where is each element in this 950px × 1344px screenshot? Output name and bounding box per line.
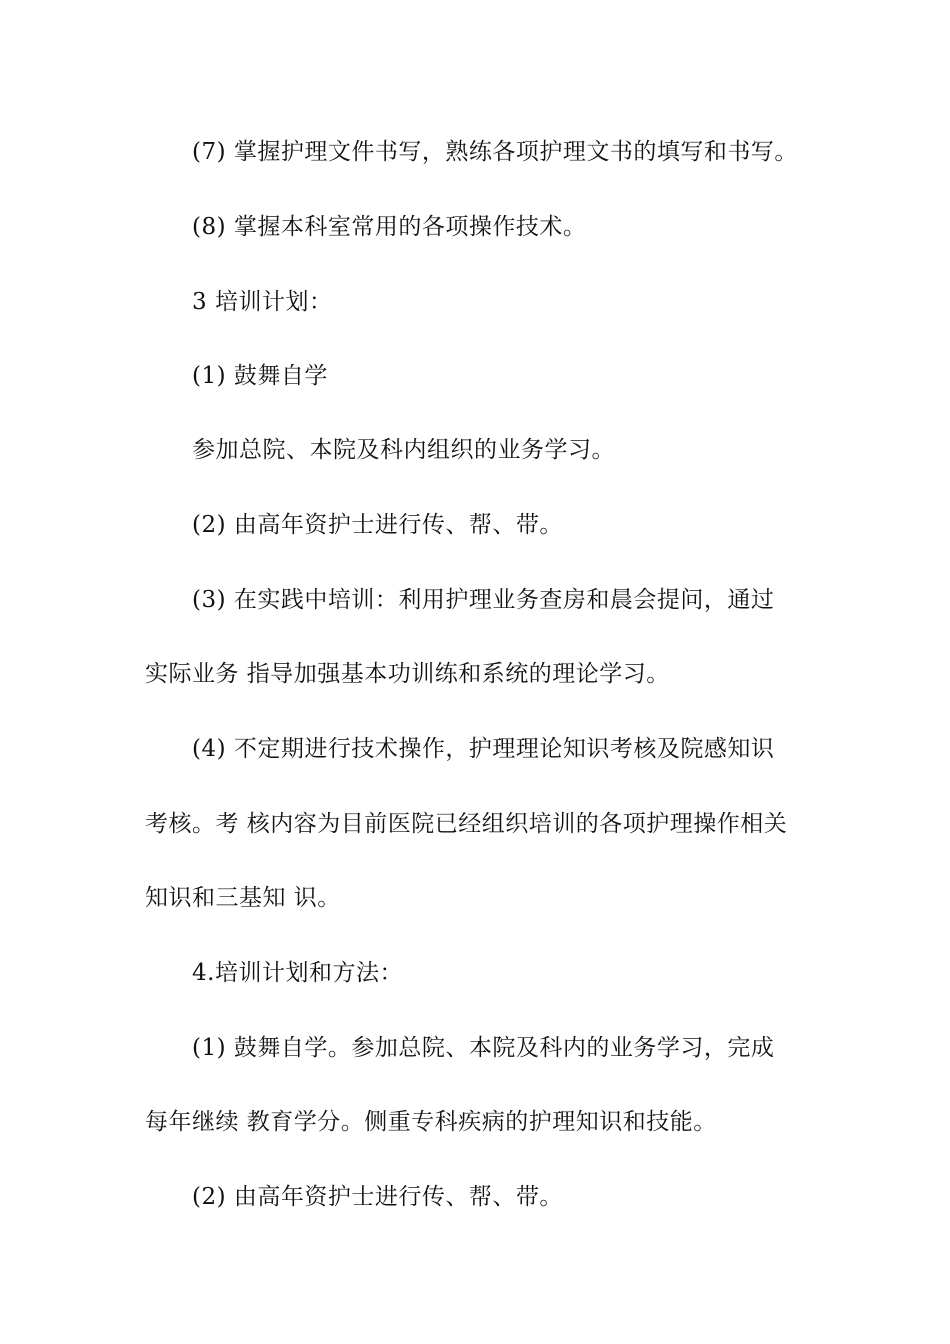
paragraph-line: 实际业务 指导加强基本功训练和系统的理论学习。 (145, 661, 670, 687)
section-heading: 4.培训计划和方法： (192, 960, 403, 986)
paragraph-line: (2) 由高年资护士进行传、帮、带。 (192, 512, 563, 538)
paragraph-line: 知识和三基知 识。 (145, 885, 341, 911)
paragraph-line: (2) 由高年资护士进行传、帮、带。 (192, 1184, 563, 1210)
paragraph-line: (8) 掌握本科室常用的各项操作技术。 (192, 214, 587, 240)
paragraph-line: (4) 不定期进行技术操作，护理理论知识考核及院感知识 (192, 736, 775, 762)
paragraph-line: 参加总院、本院及科内组织的业务学习。 (192, 437, 615, 463)
section-heading: 3 培训计划： (192, 289, 333, 315)
paragraph-line: (1) 鼓舞自学。参加总院、本院及科内的业务学习，完成 (192, 1035, 775, 1061)
paragraph-line: 考核。考 核内容为目前医院已经组织培训的各项护理操作相关 (145, 811, 788, 837)
paragraph-line: (7) 掌握护理文件书写，熟练各项护理文书的填写和书写。 (192, 139, 798, 165)
paragraph-line: 每年继续 教育学分。侧重专科疾病的护理知识和技能。 (145, 1109, 717, 1135)
paragraph-line: (3) 在实践中培训：利用护理业务查房和晨会提问，通过 (192, 587, 775, 613)
paragraph-line: (1) 鼓舞自学 (192, 363, 328, 389)
